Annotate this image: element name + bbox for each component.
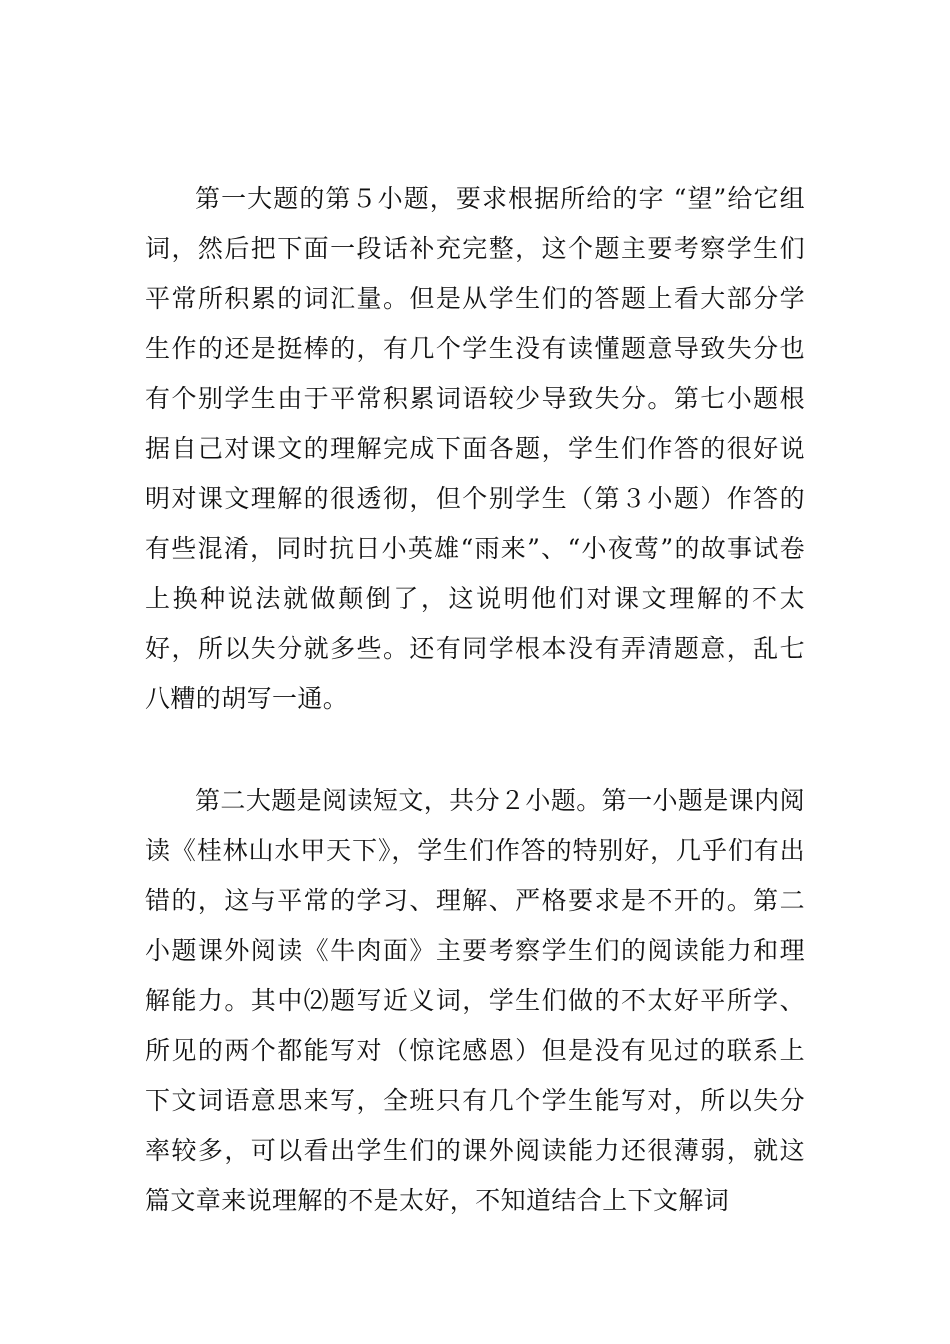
paragraph-question-two-analysis: 第二大题是阅读短文，共分２小题。第一小题是课内阅读《桂林山水甲天下》，学生们作答的特别好，几乎们有出错的，这与平常的学习、理解、严格要求是不开的。第二小题课外阅读《牛肉面》主要考察学生们的阅读能力和理解能力。其中⑵题写近义词，学生们做的不太好平所学、所见的两个都能写对（惊诧感恩）但是没有见过的联系上下文词语意思来写，全班只有几个学生能写对，所以失分率较多，可以看出学生们的课外阅读能力还很薄弱，就这篇文章来说理解的不是太好，不知道结合上下文解词 — [145, 786, 805, 1215]
paragraph-question-one-analysis: 第一大题的第５小题，要求根据所给的字 “望”给它组词，然后把下面一段话补充完整，这个题主要考察学生们平常所积累的词汇量。但是从学生们的答题上看大部分学生作的还是挺棒的，有几个学生没有读懂题意导致失分也有个别学生由于平常积累词语较少导致失分。第七小题根据自己对课文的理解完成下面各题，学生们作答的很好说明对课文理解的很透彻，但个别学生（第３小题）作答的有些混淆，同时抗日小英雄“雨来”、“小夜莺”的故事试卷上换种说法就做颠倒了，这说明他们对课文理解的不太好，所以失分就多些。还有同学根本没有弄清题意，乱七八糟的胡写一通。 — [145, 184, 805, 713]
